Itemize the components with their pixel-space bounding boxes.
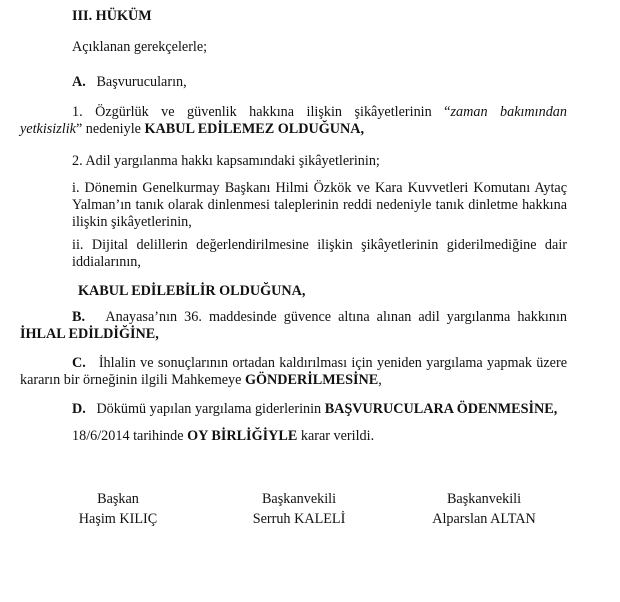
item-d: D. Dökümü yapılan yargılama giderlerinin BAŞVURUCULARA ÖDENMESİNE, [72,401,558,417]
item-ii-line2: iddialarının, [72,254,141,270]
date-line: 18/6/2014 tarihinde OY BİRLİĞİYLE karar verildi. [72,428,375,444]
item-i-line3: ilişkin şikâyetlerinin, [72,214,192,230]
signature-title: Başkan [97,491,139,507]
item-b-line1: B. Anayasa’nın 36. maddesinde güvence altına alınan adil yargılanma hakkının [72,309,567,325]
signature-baskanvekili-2 [394,489,574,529]
item-i-line2: Yalman’ın tanık olarak dinlenmesi taleplerinin reddi nedeniyle tanık dinletme hakkına [72,197,567,213]
signature-title: Başkanvekili [261,491,337,507]
signature-name: Alparslan ALTAN [432,511,536,527]
item-i-line1: i. Dönemin Genelkurmay Başkanı Hilmi Özkök ve Kara Kuvvetleri Komutanı Aytaç [72,180,567,196]
item-2: 2. Adil yargılanma hakkı kapsamındaki şikâyetlerinin; [72,153,380,169]
item-1-line2: yetkisizlik” nedeniyle KABUL EDİLEMEZ OLDUĞUNA, [20,121,365,137]
signature-title: Başkanvekili [446,491,522,507]
item-c-line1: C. İhlalin ve sonuçlarının ortadan kaldırılması için yeniden yargılama yapmak üzere [72,355,567,371]
item-1-line1: 1. Özgürlük ve güvenlik hakkına ilişkin şikâyetlerinin “zaman bakımından [72,104,567,120]
intro-text: Açıklanan gerekçelerle; [72,39,208,55]
kabul-edilebilir: KABUL EDİLEBİLİR OLDUĞUNA, [78,283,306,299]
item-ii-line1: ii. Dijital delillerin değerlendirilmesine ilişkin şikâyetlerinin giderilmediğine dair [72,237,567,253]
signature-name: Haşim KILIÇ [78,511,158,527]
section-heading: III. HÜKÜM [72,8,152,24]
item-a: A. Başvurucuların, [72,74,187,90]
signature-name: Serruh KALELİ [252,511,346,527]
signature-baskan [28,489,208,529]
item-b-line2: İHLAL EDİLDİĞİNE, [20,326,159,342]
item-c-line2: kararın bir örneğinin ilgili Mahkemeye GÖNDERİLMESİNE, [20,372,382,388]
signature-baskanvekili-1 [209,489,389,529]
